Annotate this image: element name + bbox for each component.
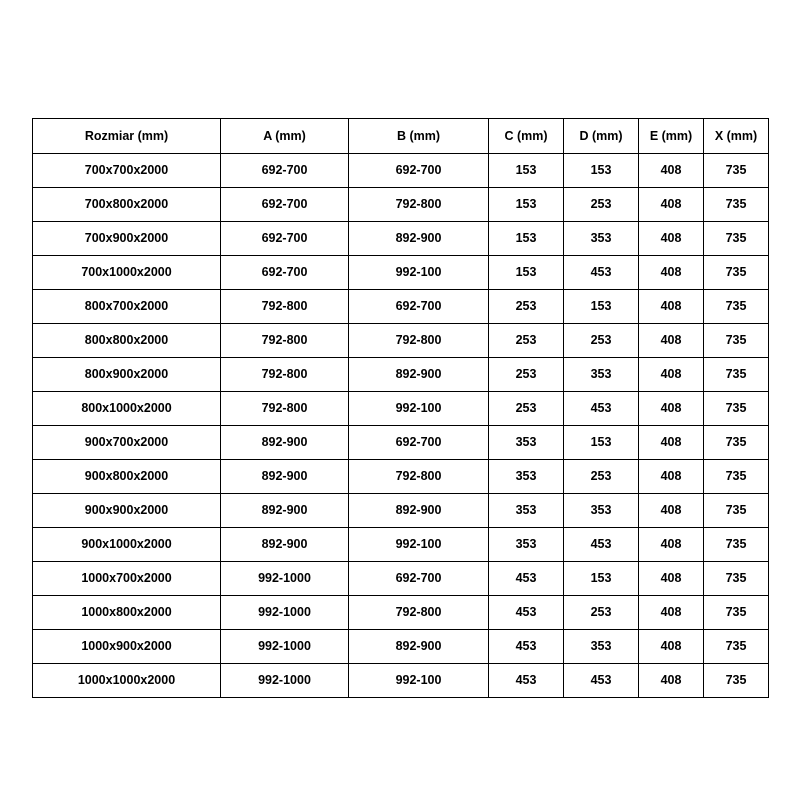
cell-b: 892-900	[349, 630, 489, 664]
cell-size: 1000x1000x2000	[33, 664, 221, 698]
cell-d: 153	[564, 290, 639, 324]
cell-e: 408	[639, 188, 704, 222]
cell-size: 800x900x2000	[33, 358, 221, 392]
cell-e: 408	[639, 460, 704, 494]
table-row	[33, 426, 769, 460]
cell-a: 892-900	[221, 528, 349, 562]
table-row	[33, 528, 769, 562]
cell-x: 735	[704, 290, 769, 324]
cell-size: 800x700x2000	[33, 290, 221, 324]
cell-x: 735	[704, 256, 769, 290]
cell-a: 692-700	[221, 222, 349, 256]
table-row	[33, 358, 769, 392]
cell-x: 735	[704, 460, 769, 494]
cell-c: 153	[489, 154, 564, 188]
column-header-size: Rozmiar (mm)	[33, 119, 221, 154]
column-header-d: D (mm)	[564, 119, 639, 154]
cell-c: 353	[489, 426, 564, 460]
cell-b: 792-800	[349, 188, 489, 222]
cell-a: 792-800	[221, 392, 349, 426]
cell-a: 992-1000	[221, 630, 349, 664]
column-header-x: X (mm)	[704, 119, 769, 154]
cell-size: 700x900x2000	[33, 222, 221, 256]
cell-x: 735	[704, 426, 769, 460]
cell-c: 253	[489, 358, 564, 392]
cell-d: 253	[564, 188, 639, 222]
table-row	[33, 596, 769, 630]
cell-x: 735	[704, 494, 769, 528]
cell-d: 453	[564, 256, 639, 290]
cell-c: 253	[489, 392, 564, 426]
cell-c: 353	[489, 528, 564, 562]
cell-b: 992-100	[349, 664, 489, 698]
table-row	[33, 222, 769, 256]
cell-size: 900x900x2000	[33, 494, 221, 528]
cell-b: 992-100	[349, 528, 489, 562]
cell-size: 800x1000x2000	[33, 392, 221, 426]
cell-e: 408	[639, 290, 704, 324]
table-row	[33, 630, 769, 664]
cell-d: 253	[564, 460, 639, 494]
cell-a: 892-900	[221, 426, 349, 460]
cell-b: 892-900	[349, 222, 489, 256]
cell-b: 992-100	[349, 256, 489, 290]
cell-size: 900x800x2000	[33, 460, 221, 494]
cell-b: 692-700	[349, 562, 489, 596]
table-row	[33, 188, 769, 222]
cell-a: 692-700	[221, 188, 349, 222]
table-row	[33, 256, 769, 290]
cell-a: 992-1000	[221, 664, 349, 698]
cell-a: 692-700	[221, 154, 349, 188]
column-header-c: C (mm)	[489, 119, 564, 154]
cell-a: 992-1000	[221, 596, 349, 630]
cell-e: 408	[639, 426, 704, 460]
cell-b: 792-800	[349, 460, 489, 494]
cell-d: 353	[564, 494, 639, 528]
cell-d: 153	[564, 562, 639, 596]
cell-d: 353	[564, 358, 639, 392]
cell-x: 735	[704, 664, 769, 698]
cell-d: 253	[564, 324, 639, 358]
cell-e: 408	[639, 392, 704, 426]
cell-d: 453	[564, 528, 639, 562]
cell-size: 700x700x2000	[33, 154, 221, 188]
cell-a: 992-1000	[221, 562, 349, 596]
cell-b: 892-900	[349, 358, 489, 392]
cell-b: 692-700	[349, 154, 489, 188]
cell-x: 735	[704, 528, 769, 562]
cell-e: 408	[639, 630, 704, 664]
cell-x: 735	[704, 392, 769, 426]
table-row	[33, 290, 769, 324]
cell-size: 1000x700x2000	[33, 562, 221, 596]
cell-d: 153	[564, 154, 639, 188]
cell-e: 408	[639, 324, 704, 358]
cell-size: 700x1000x2000	[33, 256, 221, 290]
cell-e: 408	[639, 562, 704, 596]
cell-e: 408	[639, 358, 704, 392]
cell-b: 692-700	[349, 426, 489, 460]
cell-e: 408	[639, 256, 704, 290]
cell-size: 1000x900x2000	[33, 630, 221, 664]
cell-a: 892-900	[221, 494, 349, 528]
cell-c: 153	[489, 188, 564, 222]
cell-a: 792-800	[221, 324, 349, 358]
cell-c: 453	[489, 664, 564, 698]
table-row	[33, 392, 769, 426]
cell-x: 735	[704, 630, 769, 664]
cell-c: 353	[489, 494, 564, 528]
cell-x: 735	[704, 154, 769, 188]
cell-x: 735	[704, 188, 769, 222]
cell-b: 792-800	[349, 324, 489, 358]
cell-c: 153	[489, 256, 564, 290]
table-row	[33, 460, 769, 494]
dimensions-table	[32, 118, 769, 698]
column-header-a: A (mm)	[221, 119, 349, 154]
cell-e: 408	[639, 222, 704, 256]
cell-x: 735	[704, 222, 769, 256]
cell-a: 892-900	[221, 460, 349, 494]
cell-d: 453	[564, 392, 639, 426]
cell-e: 408	[639, 154, 704, 188]
cell-c: 253	[489, 324, 564, 358]
cell-e: 408	[639, 664, 704, 698]
cell-x: 735	[704, 596, 769, 630]
cell-b: 892-900	[349, 494, 489, 528]
cell-c: 453	[489, 630, 564, 664]
cell-d: 153	[564, 426, 639, 460]
cell-d: 353	[564, 630, 639, 664]
cell-b: 792-800	[349, 596, 489, 630]
cell-size: 900x1000x2000	[33, 528, 221, 562]
table-row	[33, 154, 769, 188]
cell-c: 453	[489, 596, 564, 630]
cell-a: 692-700	[221, 256, 349, 290]
cell-x: 735	[704, 562, 769, 596]
table-row	[33, 562, 769, 596]
cell-d: 453	[564, 664, 639, 698]
cell-size: 900x700x2000	[33, 426, 221, 460]
cell-x: 735	[704, 324, 769, 358]
cell-d: 353	[564, 222, 639, 256]
cell-c: 453	[489, 562, 564, 596]
cell-a: 792-800	[221, 290, 349, 324]
cell-a: 792-800	[221, 358, 349, 392]
cell-d: 253	[564, 596, 639, 630]
table-row	[33, 324, 769, 358]
table-row	[33, 664, 769, 698]
column-header-b: B (mm)	[349, 119, 489, 154]
cell-e: 408	[639, 528, 704, 562]
cell-c: 153	[489, 222, 564, 256]
table-row	[33, 494, 769, 528]
table-body	[33, 154, 769, 698]
cell-size: 1000x800x2000	[33, 596, 221, 630]
cell-size: 800x800x2000	[33, 324, 221, 358]
cell-e: 408	[639, 596, 704, 630]
cell-b: 692-700	[349, 290, 489, 324]
cell-e: 408	[639, 494, 704, 528]
cell-c: 353	[489, 460, 564, 494]
cell-size: 700x800x2000	[33, 188, 221, 222]
cell-c: 253	[489, 290, 564, 324]
cell-b: 992-100	[349, 392, 489, 426]
spec-table-container	[32, 118, 768, 698]
table-header-row	[33, 119, 769, 154]
cell-x: 735	[704, 358, 769, 392]
column-header-e: E (mm)	[639, 119, 704, 154]
